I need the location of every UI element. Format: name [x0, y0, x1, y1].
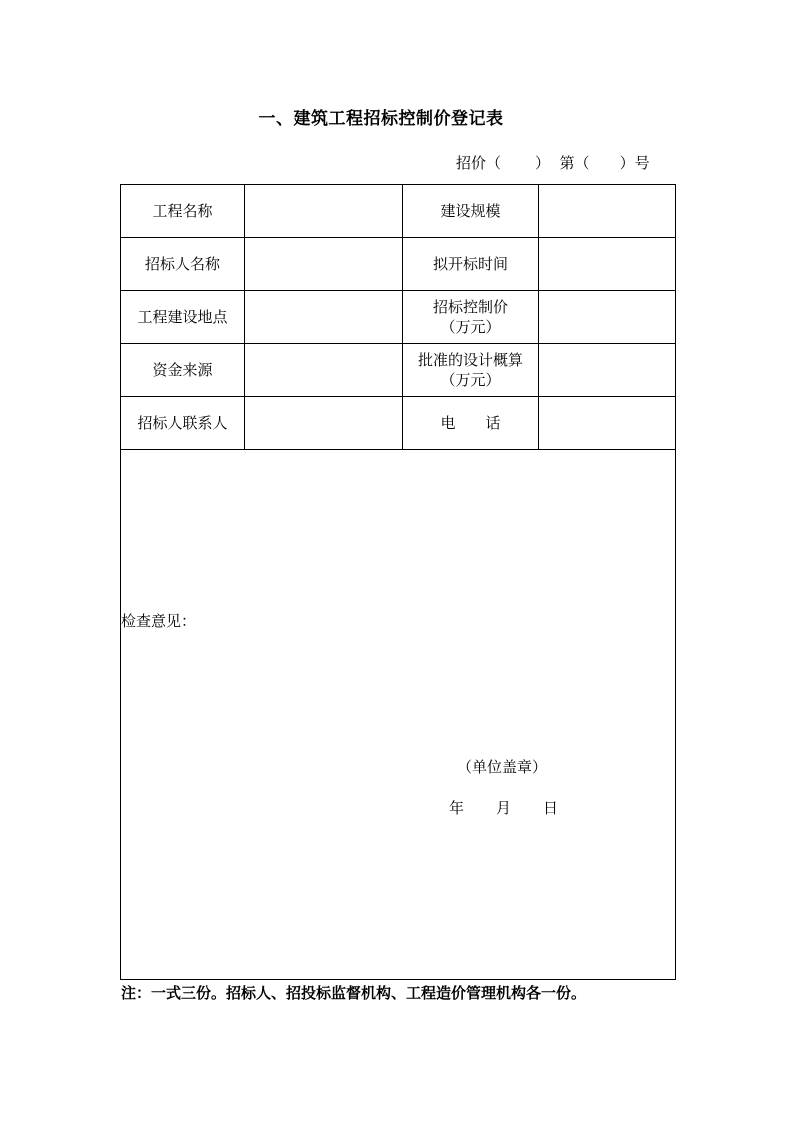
- day-label: 日: [543, 799, 559, 817]
- field-tender-control-price[interactable]: [539, 291, 676, 344]
- registration-form-table: [120, 184, 676, 980]
- unit-seal-label: （单位盖章）: [457, 758, 548, 776]
- date-line: [449, 798, 558, 818]
- label-tender-control-price: [403, 291, 539, 344]
- label-construction-site: 工程建设地点: [121, 291, 245, 344]
- inspection-opinion-cell[interactable]: [121, 450, 676, 980]
- label-funding-source: 资金来源: [121, 344, 245, 397]
- label-telephone-char2: 话: [485, 414, 501, 432]
- number-suffix: ）号: [619, 154, 650, 172]
- page-title: 一、建筑工程招标控制价登记表: [258, 109, 504, 129]
- field-approved-design-estimate[interactable]: [539, 344, 676, 397]
- table-row: [121, 291, 676, 344]
- field-bid-opening-time[interactable]: [539, 238, 676, 291]
- field-project-name[interactable]: [245, 185, 403, 238]
- table-row: [121, 344, 676, 397]
- label-tenderer-contact: 招标人联系人: [121, 397, 245, 450]
- label-project-name: 工程名称: [121, 185, 245, 238]
- label-telephone-char1: 电: [440, 414, 456, 432]
- number-middle: ） 第（: [535, 154, 590, 172]
- table-row: [121, 185, 676, 238]
- registration-number-line: [456, 152, 650, 173]
- label-approved-design-estimate: [403, 344, 539, 397]
- field-construction-scale[interactable]: [539, 185, 676, 238]
- table-row: [121, 397, 676, 450]
- label-telephone: [403, 397, 539, 450]
- label-tender-control-price-line2: （万元）: [440, 318, 501, 336]
- field-construction-site[interactable]: [245, 291, 403, 344]
- field-funding-source[interactable]: [245, 344, 403, 397]
- table-row: [121, 450, 676, 980]
- field-telephone[interactable]: [539, 397, 676, 450]
- inspection-opinion-label: 检查意见：: [121, 612, 197, 630]
- table-row: [121, 238, 676, 291]
- year-label: 年: [449, 799, 465, 817]
- label-approved-design-estimate-line1: 批准的设计概算: [417, 351, 523, 369]
- label-approved-design-estimate-line2: （万元）: [440, 371, 501, 389]
- footnote: 注：一式三份。招标人、招投标监督机构、工程造价管理机构各一份。: [121, 984, 587, 1002]
- number-prefix: 招价（: [456, 154, 502, 172]
- label-tender-control-price-line1: 招标控制价: [432, 298, 508, 316]
- label-construction-scale: 建设规模: [403, 185, 539, 238]
- field-tenderer-contact[interactable]: [245, 397, 403, 450]
- field-tenderer-name[interactable]: [245, 238, 403, 291]
- month-label: 月: [496, 799, 512, 817]
- label-bid-opening-time: 拟开标时间: [403, 238, 539, 291]
- label-tenderer-name: 招标人名称: [121, 238, 245, 291]
